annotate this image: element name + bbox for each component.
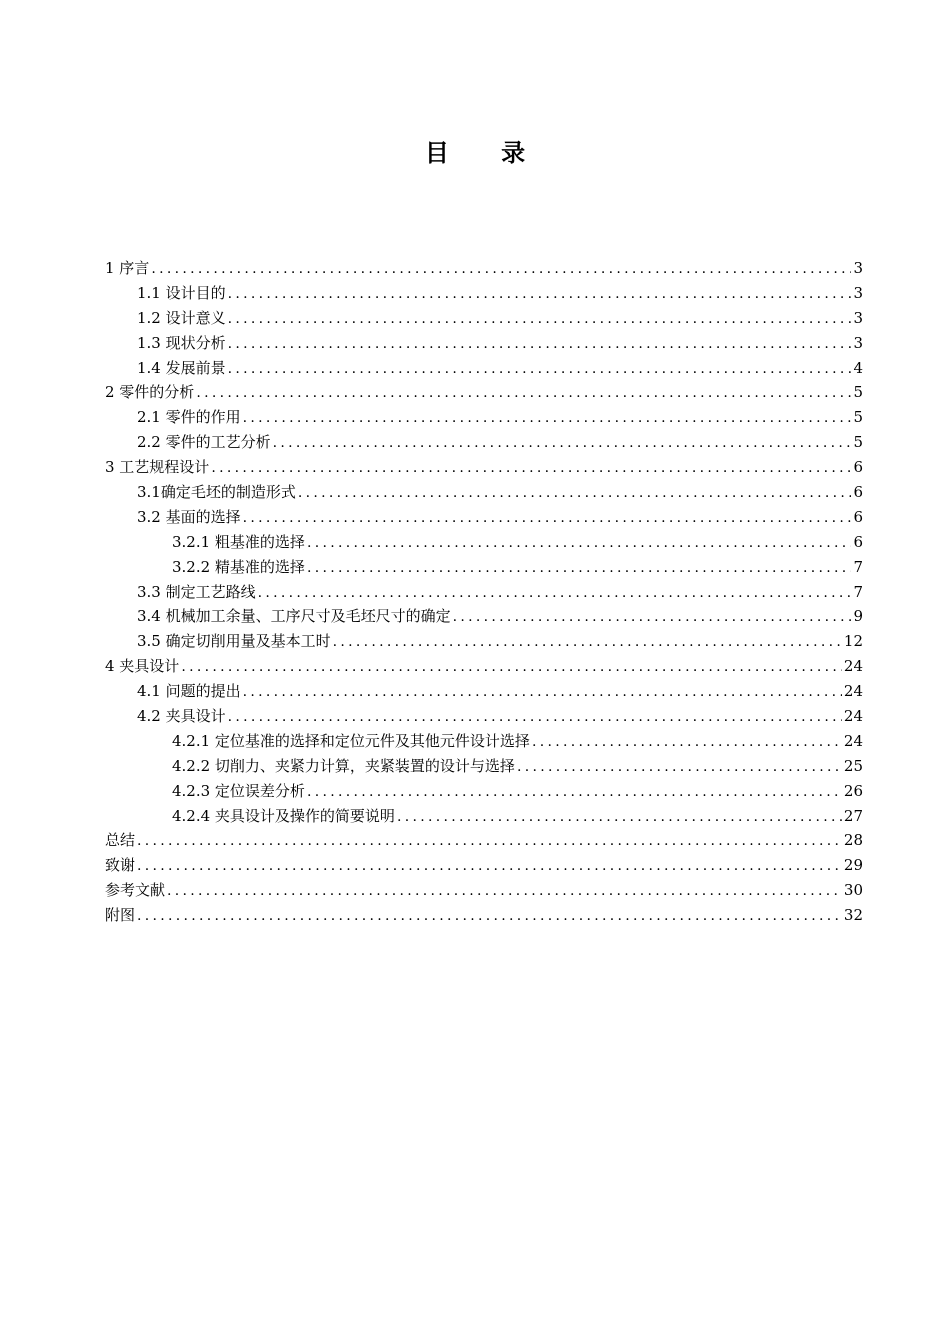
toc-entry[interactable]	[105, 704, 863, 729]
toc-leader-dots	[196, 381, 851, 406]
toc-entry-page-number: 25	[843, 756, 863, 775]
toc-entry[interactable]	[105, 729, 863, 754]
toc-entry-page-number: 24	[843, 657, 863, 676]
toc-entry-label: 附图	[105, 906, 136, 925]
toc-leader-dots	[167, 879, 842, 904]
toc-entry-page-number: 27	[843, 806, 863, 825]
toc-entry[interactable]	[105, 654, 863, 679]
toc-entry-label: 3 工艺规程设计	[105, 458, 210, 477]
toc-entry[interactable]	[105, 455, 863, 480]
toc-entry-label: 1.1 设计目的	[137, 283, 226, 302]
toc-entry-page-number: 24	[843, 682, 863, 701]
toc-entry-page-number: 29	[843, 856, 863, 875]
toc-entry-label: 4.2.4 夹具设计及操作的简要说明	[172, 806, 395, 825]
toc-entry-page-number: 24	[843, 731, 863, 750]
toc-entry-page-number: 6	[853, 532, 863, 551]
toc-leader-dots	[532, 730, 842, 755]
toc-leader-dots	[137, 904, 842, 929]
toc-entry-page-number: 6	[853, 483, 863, 502]
toc-entry-page-number: 3	[853, 333, 863, 352]
toc-entry-label: 1 序言	[105, 259, 150, 277]
toc-entry-label: 4.2.2 切削力、夹紧力计算，夹紧装置的设计与选择	[172, 756, 515, 775]
toc-entry-page-number: 5	[853, 383, 863, 402]
toc-entry-label: 参考文献	[105, 881, 166, 900]
toc-entry-page-number: 6	[853, 507, 863, 526]
toc-leader-dots	[258, 581, 852, 606]
toc-entry-page-number: 7	[853, 557, 863, 576]
toc-leader-dots	[181, 655, 842, 680]
toc-entry[interactable]	[105, 903, 863, 928]
toc-entry-page-number: 3	[853, 308, 863, 327]
toc-entry-page-number: 32	[843, 906, 863, 925]
toc-leader-dots	[333, 630, 842, 655]
toc-entry-label: 4.2.3 定位误差分析	[172, 781, 305, 800]
toc-entry-page-number: 7	[853, 582, 863, 601]
toc-leader-dots	[137, 829, 842, 854]
toc-entry[interactable]	[105, 779, 863, 804]
toc-entry-page-number: 28	[843, 831, 863, 850]
toc-entry[interactable]	[105, 853, 863, 878]
toc-entry[interactable]	[105, 754, 863, 779]
toc-leader-dots	[397, 805, 842, 830]
toc-entry-label: 总结	[105, 831, 136, 850]
toc-leader-dots	[307, 556, 852, 581]
toc-entry-label: 2.1 零件的作用	[137, 408, 241, 427]
toc-entry[interactable]	[105, 530, 863, 555]
toc-entry[interactable]	[105, 804, 863, 829]
toc-entry-label: 3.2 基面的选择	[137, 507, 241, 526]
toc-entry[interactable]	[105, 828, 863, 853]
toc-entry-label: 3.4 机械加工余量、工序尺寸及毛坯尺寸的确定	[137, 607, 451, 626]
toc-leader-dots	[453, 605, 852, 630]
toc-entry[interactable]	[105, 629, 863, 654]
toc-entry-label: 3.2.2 精基准的选择	[172, 557, 305, 576]
toc-leader-dots	[243, 406, 852, 431]
toc-leader-dots	[228, 332, 852, 357]
toc-entry-label: 2.2 零件的工艺分析	[137, 433, 271, 452]
toc-leader-dots	[273, 431, 852, 456]
toc-entry[interactable]	[105, 480, 863, 505]
toc-entry[interactable]	[105, 555, 863, 580]
toc-entry[interactable]	[105, 505, 863, 530]
toc-entry[interactable]	[105, 580, 863, 605]
toc-entry-label: 4.1 问题的提出	[137, 682, 241, 701]
toc-entry-page-number: 9	[853, 607, 863, 626]
toc-entry[interactable]	[105, 604, 863, 629]
toc-entry-label: 致谢	[105, 856, 136, 875]
toc-entry-page-number: 3	[853, 259, 863, 277]
toc-entry-page-number: 24	[843, 707, 863, 726]
toc-entry[interactable]	[105, 878, 863, 903]
toc-entry[interactable]	[105, 356, 863, 381]
toc-entry[interactable]	[105, 380, 863, 405]
toc-entry-label: 4.2 夹具设计	[137, 707, 226, 726]
toc-leader-dots	[298, 481, 852, 506]
toc-entry-page-number: 5	[853, 433, 863, 452]
toc-leader-dots	[228, 705, 842, 730]
toc-leader-dots	[307, 531, 852, 556]
toc-entry-label: 4.2.1 定位基准的选择和定位元件及其他元件设计选择	[172, 731, 530, 750]
toc-entry-label: 1.4 发展前景	[137, 358, 226, 377]
toc-entry-label: 4 夹具设计	[105, 657, 180, 676]
toc-leader-dots	[243, 506, 852, 531]
toc-leader-dots	[228, 307, 852, 332]
toc-entry-label: 3.1确定毛坯的制造形式	[137, 483, 296, 502]
toc-entry-label: 3.2.1 粗基准的选择	[172, 532, 305, 551]
toc-entry-label: 3.3 制定工艺路线	[137, 582, 256, 601]
toc-entry-page-number: 30	[843, 881, 863, 900]
toc-entry-page-number: 6	[853, 458, 863, 477]
toc-entry-page-number: 12	[843, 632, 863, 651]
toc-leader-dots	[517, 755, 842, 780]
page-title: 目 录	[424, 139, 548, 167]
toc-leader-dots	[211, 456, 851, 481]
table-of-contents	[105, 256, 863, 928]
toc-leader-dots	[307, 780, 842, 805]
toc-leader-dots	[137, 854, 842, 879]
toc-entry[interactable]	[105, 281, 863, 306]
toc-leader-dots	[243, 680, 842, 705]
toc-entry[interactable]	[105, 331, 863, 356]
toc-entry-page-number: 5	[853, 408, 863, 427]
toc-entry-page-number: 26	[843, 781, 863, 800]
toc-entry-label: 2 零件的分析	[105, 383, 195, 402]
toc-entry-label: 1.2 设计意义	[137, 308, 226, 327]
toc-entry[interactable]	[105, 256, 863, 281]
toc-leader-dots	[228, 282, 852, 307]
toc-entry-page-number: 3	[853, 283, 863, 302]
toc-leader-dots	[151, 257, 851, 282]
toc-entry-label: 3.5 确定切削用量及基本工时	[137, 632, 331, 651]
toc-entry[interactable]	[105, 430, 863, 455]
toc-entry-page-number: 4	[853, 358, 863, 377]
toc-entry-label: 1.3 现状分析	[137, 333, 226, 352]
toc-entry[interactable]	[105, 679, 863, 704]
toc-entry[interactable]	[105, 405, 863, 430]
toc-leader-dots	[228, 357, 852, 382]
toc-entry[interactable]	[105, 306, 863, 331]
